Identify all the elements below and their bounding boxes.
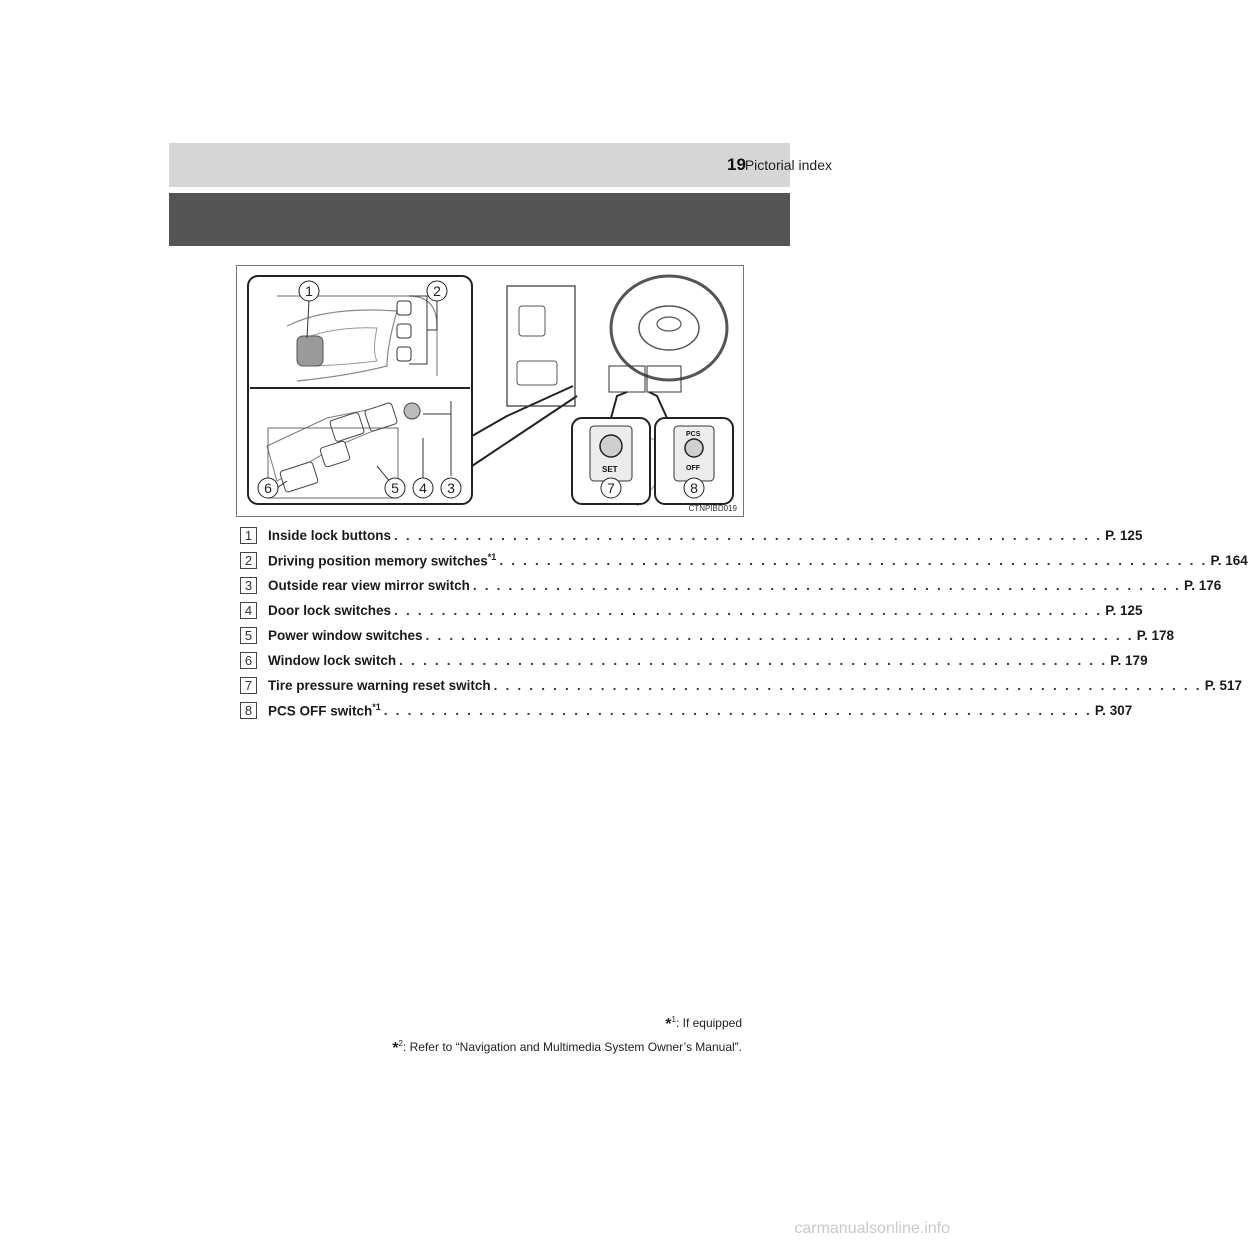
dot-leader: . . . . . . . . . . . . . . . . . . . . . . . . . . . . . . . . . . . . . . . . . . . . . . . . . . . . . . . . . . . . <box>425 628 1134 643</box>
item-page-link[interactable]: P. 125 <box>1105 603 1143 618</box>
svg-text:5: 5 <box>391 480 399 496</box>
index-row <box>240 648 1148 673</box>
watermark: carmanualsonline.info <box>794 1220 950 1237</box>
svg-text:8: 8 <box>690 480 698 496</box>
svg-text:1: 1 <box>305 283 313 299</box>
callout-7 <box>601 478 621 498</box>
svg-text:3: 3 <box>447 480 455 496</box>
index-row <box>240 548 1248 573</box>
image-code: CTNPIBD019 <box>688 504 737 513</box>
callout-4 <box>413 478 433 498</box>
illustration-drawing <box>237 266 743 516</box>
callout-2 <box>427 281 447 301</box>
item-label[interactable]: Door lock switches <box>268 603 392 618</box>
item-page-link[interactable]: P. 307 <box>1094 703 1133 718</box>
pcs-label: PCS <box>686 431 701 438</box>
item-number: 6 <box>240 652 257 669</box>
dot-leader: . . . . . . . . . . . . . . . . . . . . . . . . . . . . . . . . . . . . . . . . . . . . . . . . . . . . . . . . . . . . <box>499 553 1208 568</box>
index-row <box>240 573 1222 598</box>
item-page-link[interactable]: P. 125 <box>1105 528 1143 543</box>
item-label[interactable]: Outside rear view mirror switch <box>268 578 470 593</box>
svg-text:7: 7 <box>607 480 615 496</box>
index-row <box>240 623 1174 648</box>
dot-leader: . . . . . . . . . . . . . . . . . . . . . . . . . . . . . . . . . . . . . . . . . . . . . . . . . . . . . . . . . . . . <box>383 703 1092 718</box>
callout-6 <box>258 478 278 498</box>
index-row <box>240 698 1133 723</box>
item-label[interactable]: PCS OFF switch$^{*1}$ <box>268 702 381 719</box>
item-number: 4 <box>240 602 257 619</box>
item-label[interactable]: Driving position memory switches$^{*1}$ <box>268 552 497 569</box>
item-label[interactable]: Power window switches <box>268 628 423 643</box>
item-number: 8 <box>240 702 257 719</box>
footnote-2: *$^2$: Refer to “Navigation and Multimedia System Owner’s Manual”. <box>392 1039 742 1057</box>
item-page-link[interactable]: P. 164 <box>1210 553 1248 568</box>
item-label[interactable]: Inside lock buttons <box>268 528 392 543</box>
item-page-link[interactable]: P. 517 <box>1204 678 1243 693</box>
svg-text:4: 4 <box>419 480 427 496</box>
item-number: 5 <box>240 627 257 644</box>
dot-leader: . . . . . . . . . . . . . . . . . . . . . . . . . . . . . . . . . . . . . . . . . . . . . . . . . . . . . . . . . . . . <box>472 578 1181 593</box>
off-label: OFF <box>686 465 700 472</box>
item-number: 1 <box>240 527 257 544</box>
header-title: Pictorial index <box>744 157 832 173</box>
dot-leader: . . . . . . . . . . . . . . . . . . . . . . . . . . . . . . . . . . . . . . . . . . . . . . . . . . . . . . . . . . . . <box>493 678 1202 693</box>
index-row <box>240 523 1143 548</box>
dot-leader: . . . . . . . . . . . . . . . . . . . . . . . . . . . . . . . . . . . . . . . . . . . . . . . . . . . . . . . . . . . . <box>399 653 1108 668</box>
footnote-ref: *1 <box>372 702 381 713</box>
callout-8 <box>684 478 704 498</box>
index-list <box>240 523 1248 723</box>
svg-text:2: 2 <box>433 283 441 299</box>
footnote-1: *$^1$: If equipped <box>665 1015 742 1033</box>
item-page-link[interactable]: P. 178 <box>1136 628 1174 643</box>
footnote-ref: *1 <box>487 552 497 563</box>
svg-text:6: 6 <box>264 480 272 496</box>
section-bar <box>169 193 790 246</box>
callout-3 <box>441 478 461 498</box>
item-number: 3 <box>240 577 257 594</box>
index-row <box>240 598 1143 623</box>
callout-1 <box>299 281 319 301</box>
page-number: 19 <box>727 155 746 174</box>
index-row <box>240 673 1243 698</box>
item-number: 7 <box>240 677 257 694</box>
inside-lock-button <box>297 336 323 366</box>
dot-leader: . . . . . . . . . . . . . . . . . . . . . . . . . . . . . . . . . . . . . . . . . . . . . . . . . . . . . . . . . . . . <box>394 528 1103 543</box>
pictorial-illustration <box>236 265 744 517</box>
set-label: SET <box>602 465 618 474</box>
item-label[interactable]: Window lock switch <box>268 653 397 668</box>
item-number: 2 <box>240 552 257 569</box>
item-page-link[interactable]: P. 179 <box>1110 653 1148 668</box>
dot-leader: . . . . . . . . . . . . . . . . . . . . . . . . . . . . . . . . . . . . . . . . . . . . . . . . . . . . . . . . . . . . <box>394 603 1103 618</box>
item-page-link[interactable]: P. 176 <box>1183 578 1222 593</box>
header-bar <box>169 143 790 187</box>
item-label[interactable]: Tire pressure warning reset switch <box>268 678 491 693</box>
footnotes <box>392 1010 742 1058</box>
callout-5 <box>385 478 405 498</box>
